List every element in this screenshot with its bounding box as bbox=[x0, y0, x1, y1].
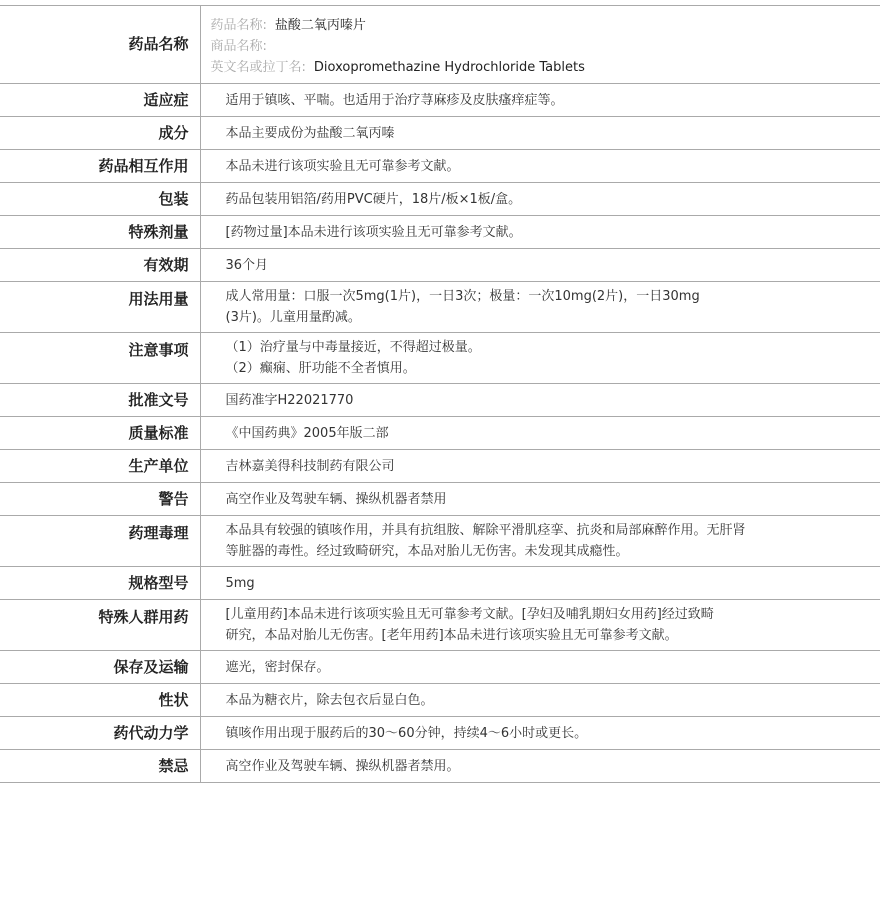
trade-name-line bbox=[211, 36, 861, 57]
generic-name-line bbox=[211, 15, 861, 36]
row-value-line: 镇咳作用出现于服药后的30～60分钟，持续4～6小时或更长。 bbox=[225, 726, 588, 741]
table-row bbox=[0, 516, 880, 567]
row-value-line: 适用于镇咳、平喘。也适用于治疗荨麻疹及皮肤瘙痒症等。 bbox=[225, 93, 564, 108]
row-value bbox=[200, 717, 880, 750]
table-row bbox=[0, 117, 880, 150]
row-value bbox=[200, 384, 880, 417]
row-value-line: 36个月 bbox=[225, 258, 269, 273]
english-name-line bbox=[211, 57, 861, 78]
row-label: 质量标准 bbox=[0, 417, 200, 450]
row-value-line: 遮光，密封保存。 bbox=[225, 660, 330, 675]
row-value-line: [儿童用药]本品未进行该项实验且无可靠参考文献。[孕妇及哺乳期妇女用药]经过致畸 bbox=[225, 607, 714, 622]
row-value-line: （2）癫痫、肝功能不全者慎用。 bbox=[225, 361, 416, 376]
table-row bbox=[0, 84, 880, 117]
table-row bbox=[0, 717, 880, 750]
table-row bbox=[0, 333, 880, 384]
row-value-line: 《中国药典》2005年版二部 bbox=[225, 426, 389, 441]
table-row bbox=[0, 651, 880, 684]
table-row bbox=[0, 183, 880, 216]
table-row bbox=[0, 417, 880, 450]
row-label: 药品相互作用 bbox=[0, 150, 200, 183]
row-value-line: 本品主要成份为盐酸二氧丙嗪 bbox=[225, 126, 395, 141]
row-value bbox=[200, 600, 880, 651]
row-label: 用法用量 bbox=[0, 282, 200, 333]
row-label: 保存及运输 bbox=[0, 651, 200, 684]
table-row bbox=[0, 384, 880, 417]
table-row bbox=[0, 600, 880, 651]
row-value bbox=[200, 750, 880, 783]
english-name-key: 英文名或拉丁名: bbox=[210, 60, 306, 75]
table-row bbox=[0, 750, 880, 783]
generic-name-key: 药品名称: bbox=[210, 18, 267, 33]
row-value-line: 本品未进行该项实验且无可靠参考文献。 bbox=[225, 159, 460, 174]
table-row bbox=[0, 684, 880, 717]
row-label: 包装 bbox=[0, 183, 200, 216]
table-row bbox=[0, 450, 880, 483]
row-label: 特殊人群用药 bbox=[0, 600, 200, 651]
row-value bbox=[200, 150, 880, 183]
row-value bbox=[200, 216, 880, 249]
row-value bbox=[200, 417, 880, 450]
row-value-line: 吉林嘉美得科技制药有限公司 bbox=[225, 459, 395, 474]
row-label: 规格型号 bbox=[0, 567, 200, 600]
row-label: 禁忌 bbox=[0, 750, 200, 783]
row-value bbox=[200, 483, 880, 516]
row-label: 适应症 bbox=[0, 84, 200, 117]
row-label: 性状 bbox=[0, 684, 200, 717]
row-label: 药理毒理 bbox=[0, 516, 200, 567]
drug-name-row bbox=[0, 6, 880, 84]
row-value-line: 药品包装用铝箔/药用PVC硬片，18片/板×1板/盒。 bbox=[225, 192, 522, 207]
generic-name-value: 盐酸二氧丙嗪片 bbox=[274, 18, 366, 33]
english-name-value: Dioxopromethazine Hydrochloride Tablets bbox=[313, 60, 585, 75]
table-row bbox=[0, 282, 880, 333]
drug-info-table-body bbox=[0, 6, 880, 783]
row-value-line: 5mg bbox=[225, 576, 255, 591]
row-value bbox=[200, 450, 880, 483]
row-value-line: 本品为糖衣片，除去包衣后显白色。 bbox=[225, 693, 434, 708]
row-value-line: 高空作业及驾驶车辆、操纵机器者禁用 bbox=[225, 492, 447, 507]
row-value bbox=[200, 567, 880, 600]
table-row bbox=[0, 567, 880, 600]
row-value-line: 本品具有较强的镇咳作用，并具有抗组胺、解除平滑肌痉挛、抗炎和局部麻醉作用。无肝肾 bbox=[225, 523, 746, 538]
table-row bbox=[0, 249, 880, 282]
row-label: 警告 bbox=[0, 483, 200, 516]
drug-info-table bbox=[0, 5, 880, 783]
table-row bbox=[0, 150, 880, 183]
row-value bbox=[200, 249, 880, 282]
row-value bbox=[200, 651, 880, 684]
row-label: 注意事项 bbox=[0, 333, 200, 384]
row-value bbox=[200, 333, 880, 384]
row-value bbox=[200, 684, 880, 717]
row-value-line: （1）治疗量与中毒量接近，不得超过极量。 bbox=[225, 340, 481, 355]
drug-name-label: 药品名称 bbox=[0, 6, 200, 84]
row-label: 成分 bbox=[0, 117, 200, 150]
row-label: 药代动力学 bbox=[0, 717, 200, 750]
row-value-line: 成人常用量：口服一次5mg(1片)，一日3次；极量：一次10mg(2片)，一日30mg bbox=[225, 289, 700, 304]
row-label: 批准文号 bbox=[0, 384, 200, 417]
row-value-line: (3片)。儿童用量酌减。 bbox=[225, 310, 361, 325]
row-value bbox=[200, 516, 880, 567]
trade-name-key: 商品名称: bbox=[210, 39, 267, 54]
row-value-line: 等脏器的毒性。经过致畸研究，本品对胎儿无伤害。未发现其成瘾性。 bbox=[225, 544, 629, 559]
row-value-line: 高空作业及驾驶车辆、操纵机器者禁用。 bbox=[225, 759, 460, 774]
table-row bbox=[0, 483, 880, 516]
row-value-line: 国药准字H22021770 bbox=[225, 393, 354, 408]
table-row bbox=[0, 216, 880, 249]
row-value-line: [药物过量]本品未进行该项实验且无可靠参考文献。 bbox=[225, 225, 522, 240]
row-label: 有效期 bbox=[0, 249, 200, 282]
row-label: 特殊剂量 bbox=[0, 216, 200, 249]
row-value bbox=[200, 117, 880, 150]
row-value bbox=[200, 84, 880, 117]
drug-name-value-cell bbox=[200, 6, 880, 84]
row-value-line: 研究，本品对胎儿无伤害。[老年用药]本品未进行该项实验且无可靠参考文献。 bbox=[225, 628, 678, 643]
row-label: 生产单位 bbox=[0, 450, 200, 483]
row-value bbox=[200, 183, 880, 216]
row-value bbox=[200, 282, 880, 333]
